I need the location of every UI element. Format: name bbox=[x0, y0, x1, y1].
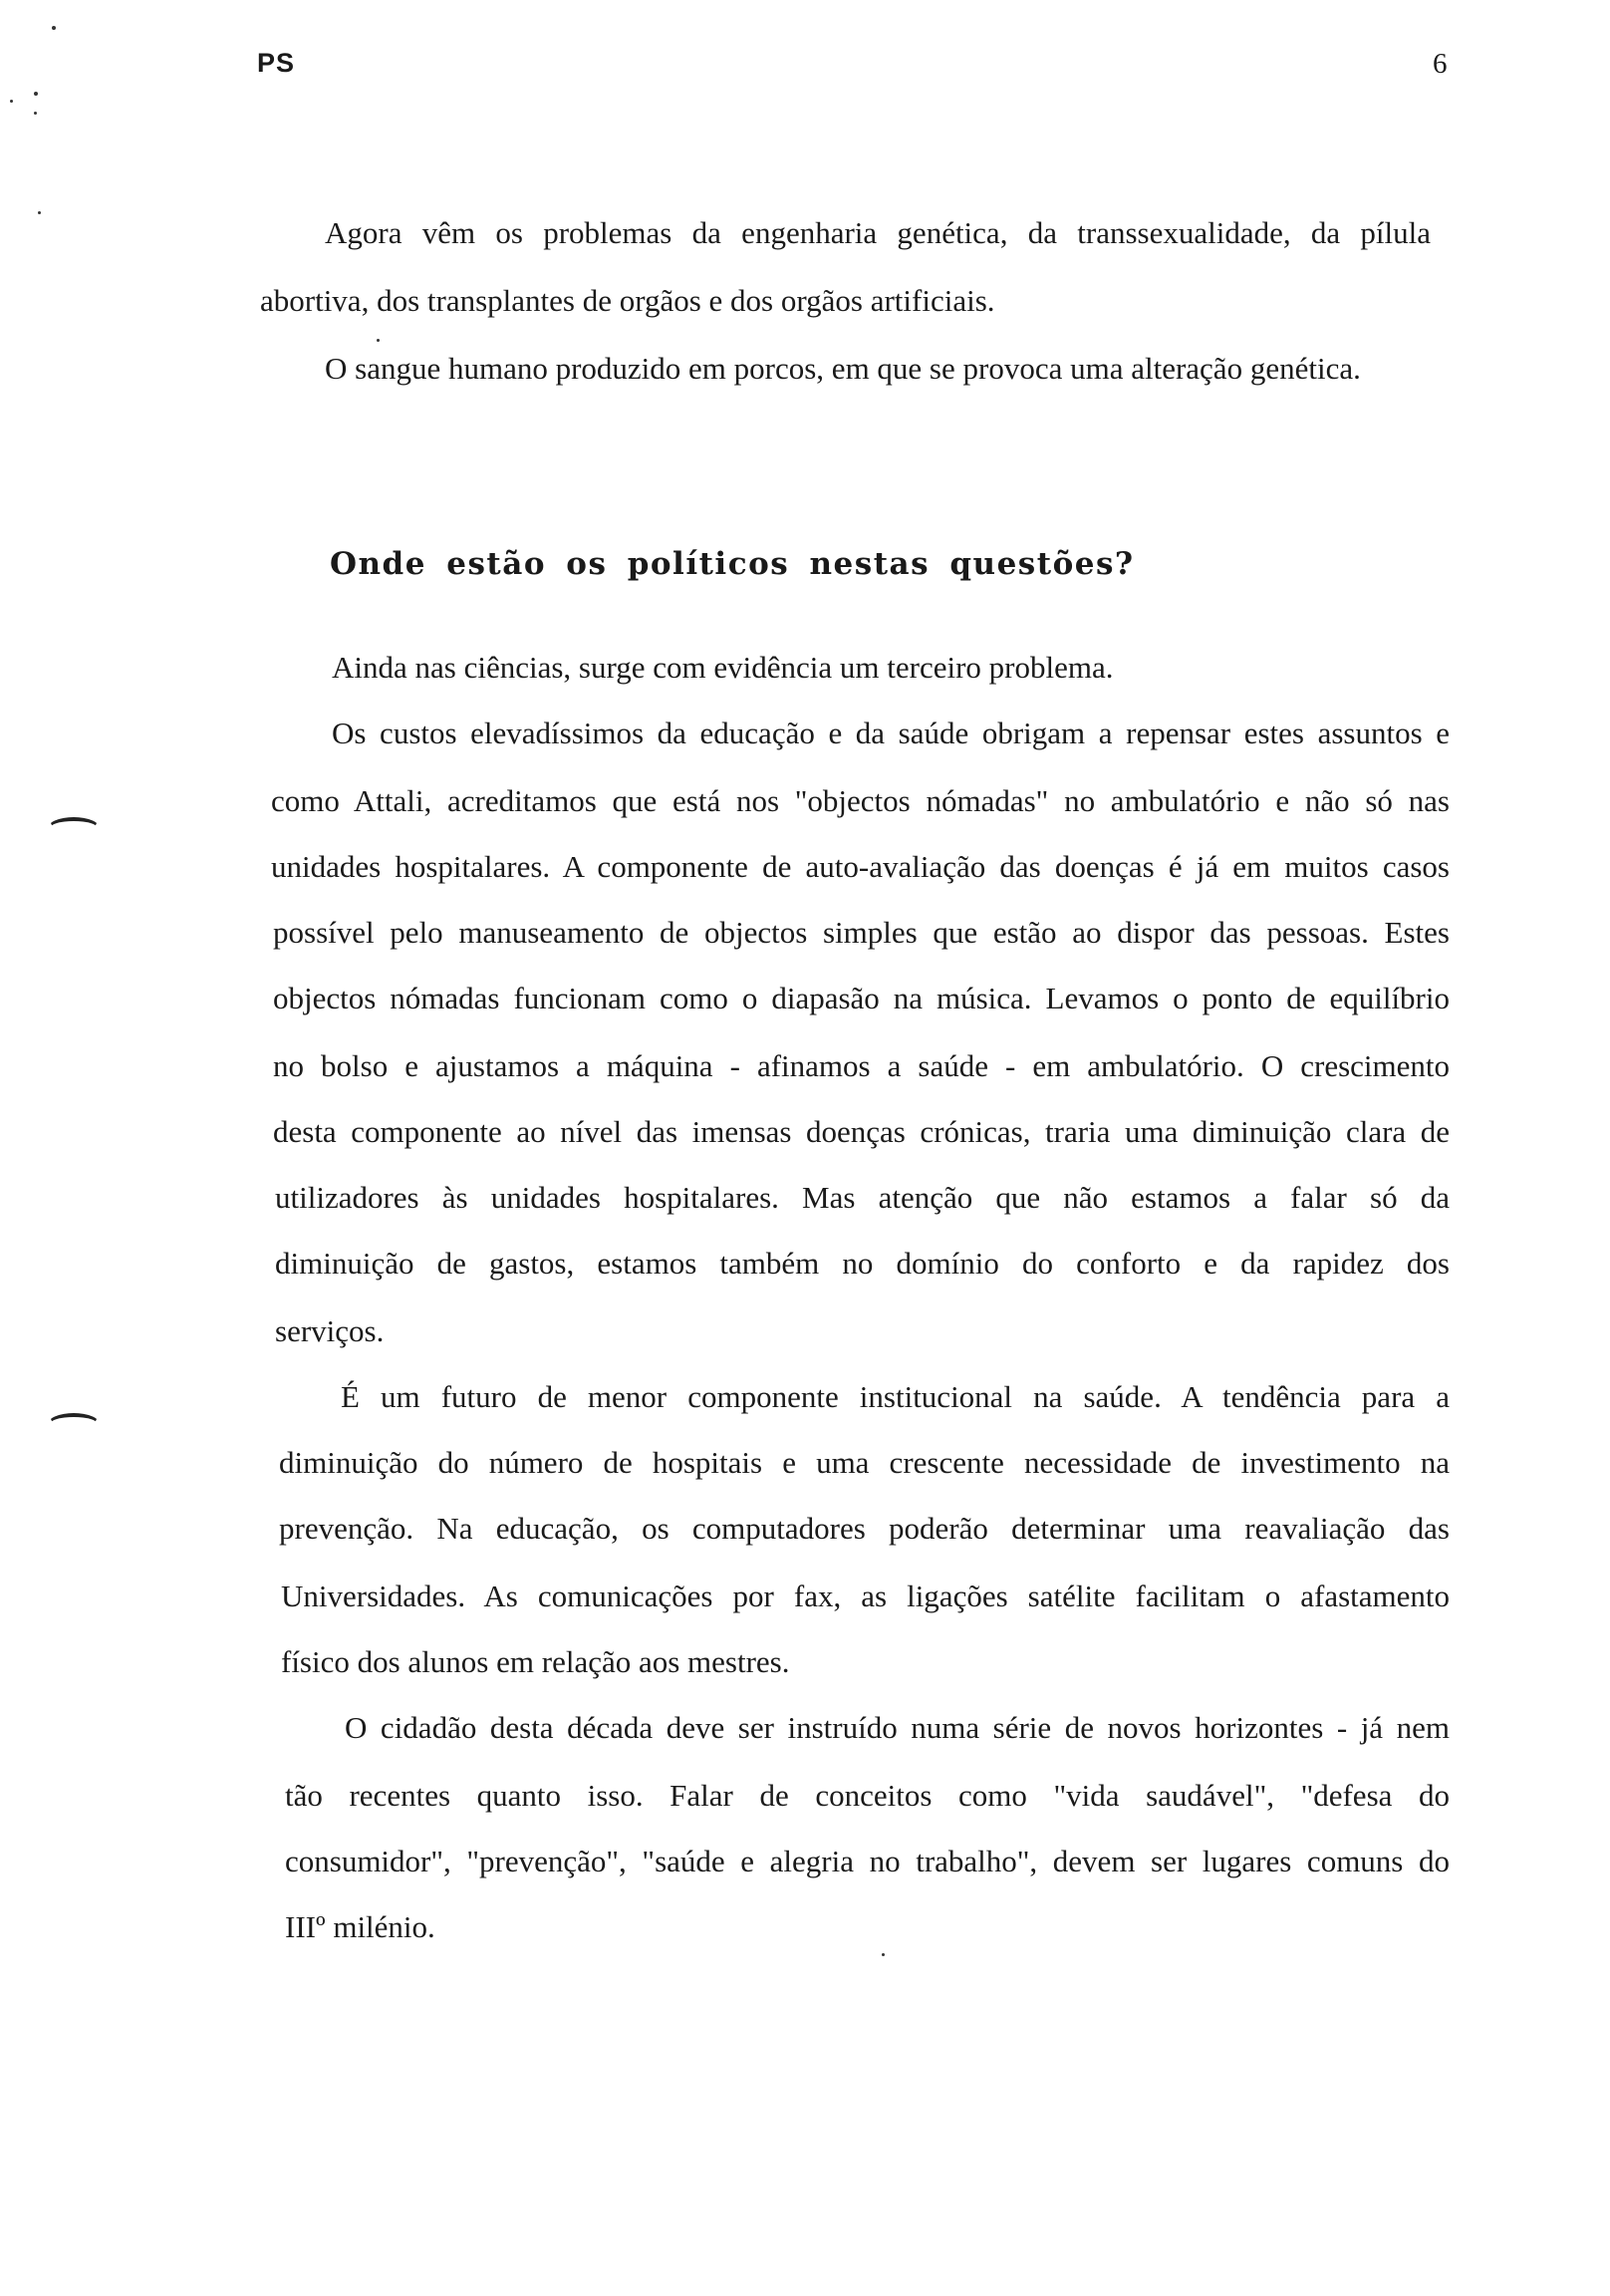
text-line: utilizadores às unidades hospitalares. Mas atenção que não estamos a falar só da bbox=[275, 1180, 1450, 1215]
text-line: Agora vêm os problemas da engenharia genética, da transsexualidade, da pílula bbox=[325, 215, 1431, 250]
punch-hole-mark bbox=[48, 817, 100, 839]
text-line: diminuição do número de hospitais e uma crescente necessidade de investimento na bbox=[279, 1445, 1450, 1480]
scan-speck bbox=[38, 211, 41, 214]
text-line: Os custos elevadíssimos da educação e da saúde obrigam a repensar estes assuntos e bbox=[332, 716, 1450, 750]
text-line: Universidades. As comunicações por fax, as ligações satélite facilitam o afastamento bbox=[281, 1578, 1450, 1613]
text-line: objectos nómadas funcionam como o diapasão na música. Levamos o ponto de equilíbrio bbox=[273, 981, 1450, 1015]
scan-speck bbox=[10, 100, 13, 103]
scan-speck bbox=[34, 112, 37, 115]
text-line: consumidor", "prevenção", "saúde e alegria no trabalho", devem ser lugares comuns do bbox=[285, 1844, 1450, 1878]
text-line: físico dos alunos em relação aos mestres. bbox=[281, 1644, 790, 1679]
header-label: PS bbox=[257, 48, 296, 78]
page-number: 6 bbox=[1433, 48, 1448, 80]
text-line: Ainda nas ciências, surge com evidência um terceiro problema. bbox=[332, 650, 1114, 685]
text-line: possível pelo manuseamento de objectos simples que estão ao dispor das pessoas. Estes bbox=[273, 915, 1450, 950]
text-line: É um futuro de menor componente institucional na saúde. A tendência para a bbox=[341, 1379, 1450, 1414]
text-line: serviços. bbox=[275, 1313, 385, 1348]
text-line: O cidadão desta década deve ser instruído numa série de novos horizontes - já nem bbox=[345, 1710, 1450, 1745]
punch-hole-mark bbox=[48, 1413, 100, 1435]
scan-speck bbox=[377, 339, 380, 342]
text-line: no bolso e ajustamos a máquina - afinamos a saúde - em ambulatório. O crescimento bbox=[273, 1048, 1450, 1083]
text-line: tão recentes quanto isso. Falar de conceitos como "vida saudável", "defesa do bbox=[285, 1778, 1450, 1813]
text-line: desta componente ao nível das imensas doenças crónicas, traria uma diminuição clara de bbox=[273, 1114, 1450, 1149]
text-line: prevenção. Na educação, os computadores poderão determinar uma reavaliação das bbox=[279, 1511, 1450, 1546]
section-heading: Onde estão os políticos nestas questões? bbox=[330, 546, 1135, 582]
text-line: IIIº milénio. bbox=[285, 1909, 435, 1944]
text-line: diminuição de gastos, estamos também no domínio do conforto e da rapidez dos bbox=[275, 1246, 1450, 1281]
scan-speck bbox=[34, 92, 38, 96]
scan-speck bbox=[882, 1953, 885, 1956]
text-line: como Attali, acreditamos que está nos "objectos nómadas" no ambulatório e não só nas bbox=[271, 783, 1450, 818]
text-line: unidades hospitalares. A componente de auto-avaliação das doenças é já em muitos casos bbox=[271, 849, 1450, 884]
text-line: abortiva, dos transplantes de orgãos e dos orgãos artificiais. bbox=[260, 283, 995, 318]
scan-speck bbox=[52, 26, 56, 30]
text-line: O sangue humano produzido em porcos, em que se provoca uma alteração genética. bbox=[325, 351, 1361, 386]
